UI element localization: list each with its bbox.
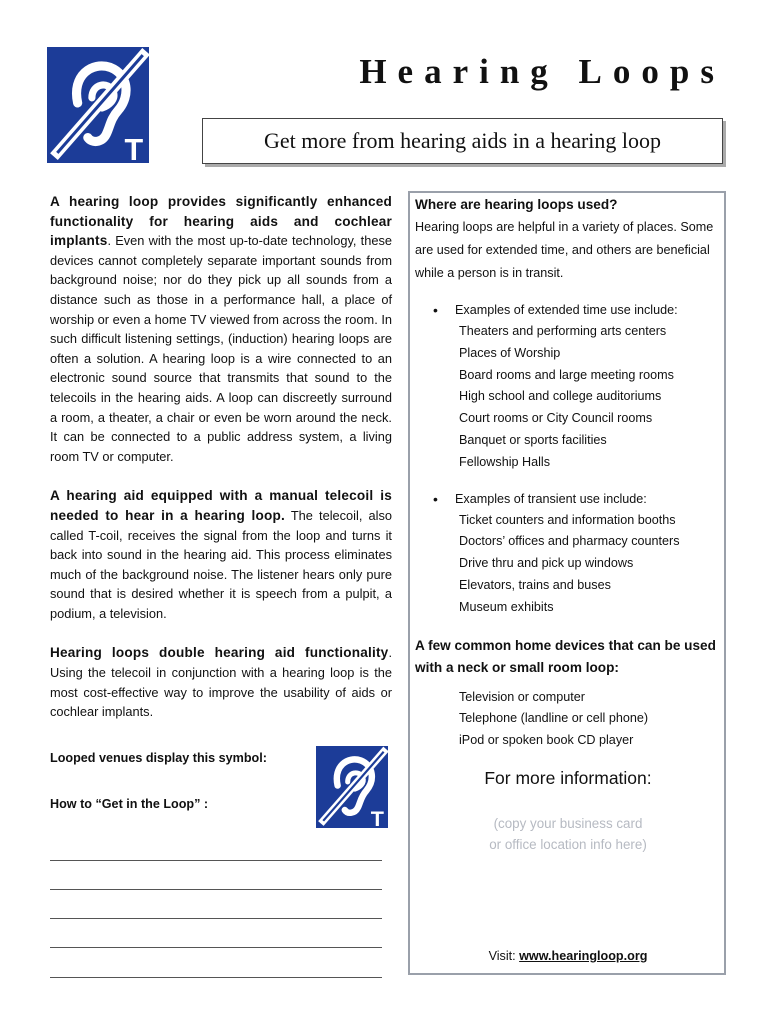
extended-intro: Examples of extended time use include:	[455, 303, 678, 317]
how-to-label: How to “Get in the Loop” :	[50, 797, 209, 811]
telecoil-body: The telecoil, also called T-coil, receives the signal from the loop and turns it back into sound in the hearing aid. This process eliminates much of the background noise. The listener hears only pure sound that is desired whether it is speech from a pulpit, a podium, a television.	[50, 507, 392, 621]
home-list	[459, 687, 721, 752]
list-item: Theaters and performing arts centers	[459, 324, 667, 338]
blank-line	[50, 947, 382, 948]
venues-label: Looped venues display this symbol:	[50, 751, 267, 765]
visit-label: Visit:	[488, 948, 516, 963]
list-item: Fellowship Halls	[459, 454, 550, 469]
page-title: Hearing Loops	[359, 52, 725, 91]
logo-t-letter: T	[124, 132, 144, 163]
logo-t-letter: T	[370, 805, 384, 828]
transient-bullet	[415, 488, 721, 510]
hearing-loop-logo	[47, 47, 149, 163]
functionality-lead: Hearing loops double hearing aid functionality	[50, 645, 389, 661]
bullet-icon: •	[433, 302, 438, 318]
transient-list	[459, 510, 721, 619]
where-text: Hearing loops are helpful in a variety of places. Some are used for extended time, and others are beneficial while a person is in transit.	[415, 220, 714, 280]
intro-paragraph	[50, 192, 392, 466]
home-heading: A few common home devices that can be used with a neck or small room loop:	[415, 637, 716, 675]
blank-line	[50, 977, 382, 978]
extended-bullet	[415, 299, 721, 321]
list-item: Ticket counters and information booths	[459, 512, 676, 527]
placeholder-line-2: or office location info here)	[489, 836, 647, 852]
website-link[interactable]: www.hearingloop.org	[519, 948, 648, 963]
blank-line	[50, 918, 382, 919]
right-column	[415, 194, 721, 963]
placeholder-line-1: (copy your business card	[493, 815, 643, 831]
telecoil-lead: A hearing aid equipped with a manual telecoil is needed to hear in a hearing loop.	[50, 488, 392, 523]
ear-with-t-icon	[47, 47, 149, 163]
list-item: Doctors’ offices and pharmacy counters	[459, 534, 680, 549]
more-info-title: For more information:	[484, 767, 652, 788]
ear-with-t-icon	[316, 746, 388, 828]
list-item: Court rooms or City Council rooms	[459, 411, 653, 426]
extended-list	[459, 321, 721, 474]
functionality-paragraph	[50, 643, 392, 721]
list-item: Board rooms and large meeting rooms	[459, 367, 674, 382]
blank-line	[50, 889, 382, 890]
telecoil-paragraph	[50, 486, 392, 623]
where-heading: Where are hearing loops used?	[415, 197, 618, 212]
list-item: Drive thru and pick up windows	[459, 556, 634, 571]
intro-lead: A hearing loop provides significantly enhanced functionality for hearing aids and cochlear implants	[50, 194, 392, 249]
intro-body: . Even with the most up-to-date technology, these devices cannot completely separate important sounds from background noise; nor do they pick up all sounds from a distance such as those in a performance hall, a place of worship or even a home TV viewed from across the room. In such difficult listening settings, (induction) hearing loops are often a solution. A hearing loop is a wire connected to an electronic sound source that transmits that sound to the telecoils in the hearing aids. A loop can discreetly surround a room, a theater, a chair or even be worn around the neck. It can be connected to a public address system, a living room TV or computer.	[50, 233, 392, 464]
transient-intro: Examples of transient use include:	[455, 491, 647, 506]
list-item: Museum exhibits	[459, 599, 554, 614]
left-column	[50, 192, 392, 736]
subtitle-box	[202, 118, 723, 164]
subtitle: Get more from hearing aids in a hearing loop	[263, 128, 662, 153]
list-item: iPod or spoken book CD player	[459, 733, 634, 748]
list-item: Places of Worship	[459, 345, 561, 360]
list-item: High school and college auditoriums	[459, 389, 662, 404]
list-item: Television or computer	[459, 689, 585, 704]
list-item: Telephone (landline or cell phone)	[459, 711, 649, 726]
venue-symbol	[316, 746, 388, 828]
functionality-body: . Using the telecoil in conjunction with a hearing loop is the most cost-effective way to improve the usability of aids or cochlear implants.	[50, 645, 392, 720]
list-item: Elevators, trains and buses	[459, 577, 611, 592]
blank-line	[50, 860, 382, 861]
visit-line	[415, 949, 721, 963]
bullet-icon: •	[433, 490, 438, 507]
list-item: Banquet or sports facilities	[459, 432, 607, 447]
